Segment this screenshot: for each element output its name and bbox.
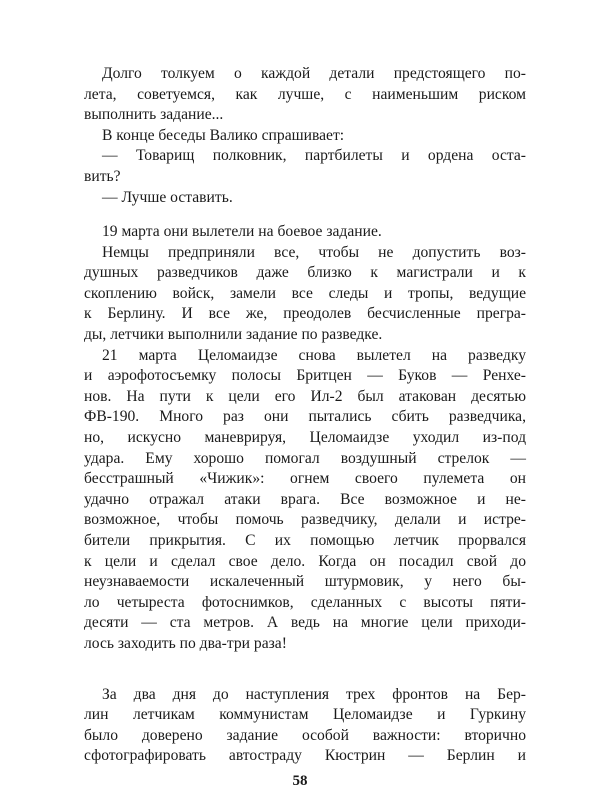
text-line: [0, 387, 600, 408]
line-text: выполнить задание...: [84, 106, 224, 124]
text-line: [0, 469, 600, 490]
line-text: вить?: [84, 168, 121, 185]
line-text: — Товарищ полковник, партбилеты и ордена оста-: [102, 147, 526, 165]
text-line: [0, 126, 600, 147]
line-text: было доверено задание особой важности: вторично: [84, 726, 526, 744]
line-text: нов. На пути к цели его Ил-2 был атакован десятью: [84, 387, 526, 405]
line-text: — Лучше оставить.: [102, 188, 233, 206]
text-line: [0, 167, 600, 188]
text-line: [0, 531, 600, 552]
text-line: [0, 685, 600, 706]
line-text: и аэрофотосъемку полосы Бритцен — Буков — Ренхе-: [84, 367, 526, 385]
text-line: [0, 746, 600, 767]
line-text: Долго толкуем о каждой детали предстоящего по-: [102, 65, 526, 82]
text-line: [0, 188, 600, 209]
text-line: [0, 284, 600, 305]
text-line: [0, 572, 600, 593]
text-line: [0, 263, 600, 284]
line-text: 19 марта они вылетели на боевое задание.: [102, 223, 382, 240]
text-line: [0, 552, 600, 573]
line-text: лета, советуемся, как лучше, с наименьшим риском: [84, 85, 526, 103]
page-number: 58: [292, 773, 308, 789]
line-text: сфотографировать автостраду Кюстрин — Берлин и: [84, 747, 526, 765]
text-line: [0, 726, 600, 747]
line-text: к Берлину. И все же, преодолев бесчисленные прегра-: [84, 305, 526, 323]
text-line: [0, 490, 600, 511]
line-text: 21 марта Целомаидзе снова вылетел на разведку: [102, 346, 526, 364]
text-line: [0, 428, 600, 449]
text-line: [0, 593, 600, 614]
line-text: лось заходить по два-три раза!: [84, 635, 287, 652]
line-text: бесстрашный «Чижик»: огнем своего пулемета он: [84, 470, 526, 488]
line-text: За два дня до наступления трех фронтов на Бер-: [102, 685, 526, 703]
text-line: [0, 222, 600, 243]
text-line: [0, 407, 600, 428]
line-text: возможное, чтобы помочь разведчику, делали и истре-: [84, 511, 526, 529]
line-text: лин летчикам коммунистам Целомаидзе и Гуркину: [84, 706, 526, 724]
text-line: [0, 346, 600, 367]
line-text: ФВ-190. Много раз они пытались сбить разведчика,: [84, 408, 526, 426]
text-line: [0, 85, 600, 106]
line-text: удара. Ему хорошо помогал воздушный стрелок —: [84, 449, 526, 467]
text-line: [0, 105, 600, 126]
line-text: ды, летчики выполнили задание по разведке.: [84, 326, 383, 343]
line-text: неузнаваемости искалеченный штурмовик, у него бы-: [84, 573, 526, 591]
line-text: скоплению войск, замели все следы и тропы, ведущие: [84, 284, 526, 302]
line-text: В конце беседы Валико спрашивает:: [102, 126, 345, 144]
text-line: [0, 243, 600, 264]
line-text: ло четыреста фотоснимков, сделанных с высоты пяти-: [84, 593, 526, 611]
text-line: [0, 304, 600, 325]
text-line: [0, 613, 600, 634]
line-text: душных разведчиков даже близко к магистрали и к: [84, 264, 526, 282]
text-line: [0, 634, 600, 655]
text-line: [0, 64, 600, 85]
line-text: но, искусно маневрируя, Целомаидзе уходил из-под: [84, 429, 526, 446]
text-line: [0, 705, 600, 726]
line-text: Немцы предприняли все, чтобы не допустить воз-: [102, 243, 526, 261]
line-text: бители прикрытия. С их помощью летчик прорвался: [84, 532, 526, 549]
line-text: к цели и сделал свое дело. Когда он посадил свой до: [84, 552, 526, 570]
text-line: [0, 510, 600, 531]
line-text: десяти — ста метров. А ведь на многие цели приходи-: [84, 614, 526, 632]
text-line: [0, 325, 600, 346]
text-line: [0, 449, 600, 470]
line-text: удачно отражал атаки врага. Все возможное и не-: [84, 490, 526, 508]
text-line: [0, 146, 600, 167]
text-line: [0, 366, 600, 387]
